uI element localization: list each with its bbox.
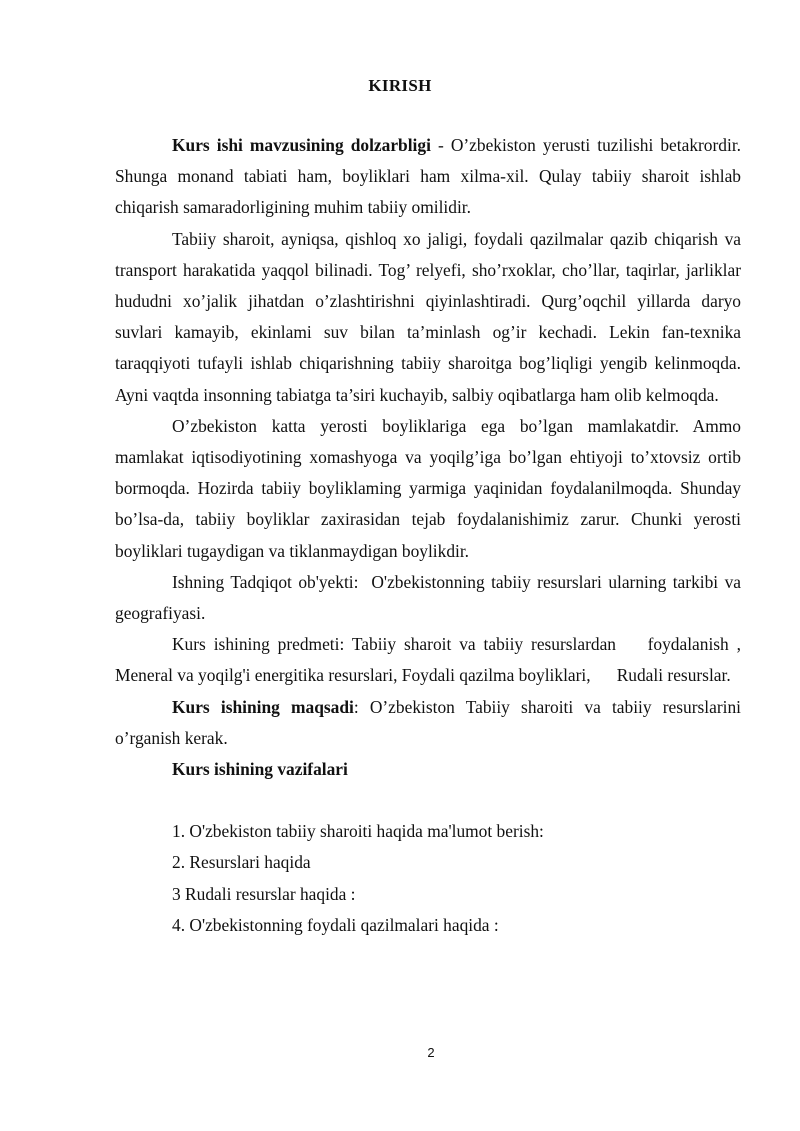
blank-line [115, 785, 741, 816]
relevance-text: - O’zbekiston yerusti tuzilishi betakrordir. Shunga monand tabiati ham, boyliklari ham xilma-xil. Qulay tabiiy sharoit ishlab chiqarish samaradorligining muhim tabiiy omilidir. [115, 135, 742, 218]
list-item: 4. O'zbekistonning foydali qazilmalari haqida : [172, 914, 499, 935]
paragraph-natural-conditions: Tabiiy sharoit, ayniqsa, qishloq xo jaligi, foydali qazilmalar qazib chiqarish va transport harakatida yaqqol bilinadi. Tog’ relyefi, sho’rxoklar, cho’llar, taqirlar, jarliklar hududni xo’jalik jihatdan o’zlashtirishni qiyinlashtiradi. Qurg’oqchil yillarda daryo suvlari kamayib, ekinlami suv bilan ta’minlash og’ir kechadi. Lekin fan-texnika taraqqiyoti tufayli ishlab chiqarishning tabiiy sharoitga bog’liqligi yengib kelinmoqda. Ayni vaqtda insonning tabiatga ta’siri kuchayib, salbiy oqibatlarga ham olib kelmoqda. [115, 228, 741, 405]
tasks-heading: Kurs ishining vazifalari [172, 759, 348, 780]
page-number: 2 [427, 1045, 435, 1060]
relevance-heading: Kurs ishi mavzusining dolzarbligi [172, 135, 431, 155]
list-item: 2. Resurslari haqida [172, 852, 311, 873]
paragraph-underground-resources: O’zbekiston katta yerosti boyliklariga ega bo’lgan mamlakatdir. Ammo mamlakat iqtisodiyotining xomashyoga va yoqilg’iga bo’lgan ehtiyoji to’xtovsiz ortib bormoqda. Hozirda tabiiy boyliklaming yarmiga yaqinidan foydalanilmoqda. Shunday bo’lsa-da, tabiiy boyliklar zaxirasidan tejab foydalanishimiz zarur. Chunki yerosti boyliklari tugaydigan va tiklanmaydigan boylikdir. [115, 415, 741, 561]
tasks-list [115, 816, 741, 941]
paragraph-research-object: Ishning Tadqiqot ob'yekti: O'zbekistonning tabiiy resurslari ularning tarkibi va geografiyasi. [115, 571, 746, 624]
goal-text: : O’zbekiston Tabiiy sharoiti va tabiiy resurslarini o’rganish kerak. [115, 696, 741, 748]
paragraph-relevance [115, 130, 741, 224]
list-item: 1. O'zbekiston tabiiy sharoiti haqida ma'lumot berish: [172, 821, 544, 842]
paragraph-subject: Kurs ishining predmeti: Tabiiy sharoit va tabiiy resurslardan foydalanish , Meneral va yoqilg'i energitika resurslari, Foydali qazilma boyliklari, Rudali resurslar. [115, 634, 746, 686]
goal-heading: Kurs ishining maqsadi [172, 696, 354, 717]
document-body [115, 130, 746, 941]
list-item: 3 Rudali resurslar haqida : [172, 883, 356, 904]
paragraph-goal [115, 692, 741, 754]
page-title: KIRISH [368, 76, 432, 95]
